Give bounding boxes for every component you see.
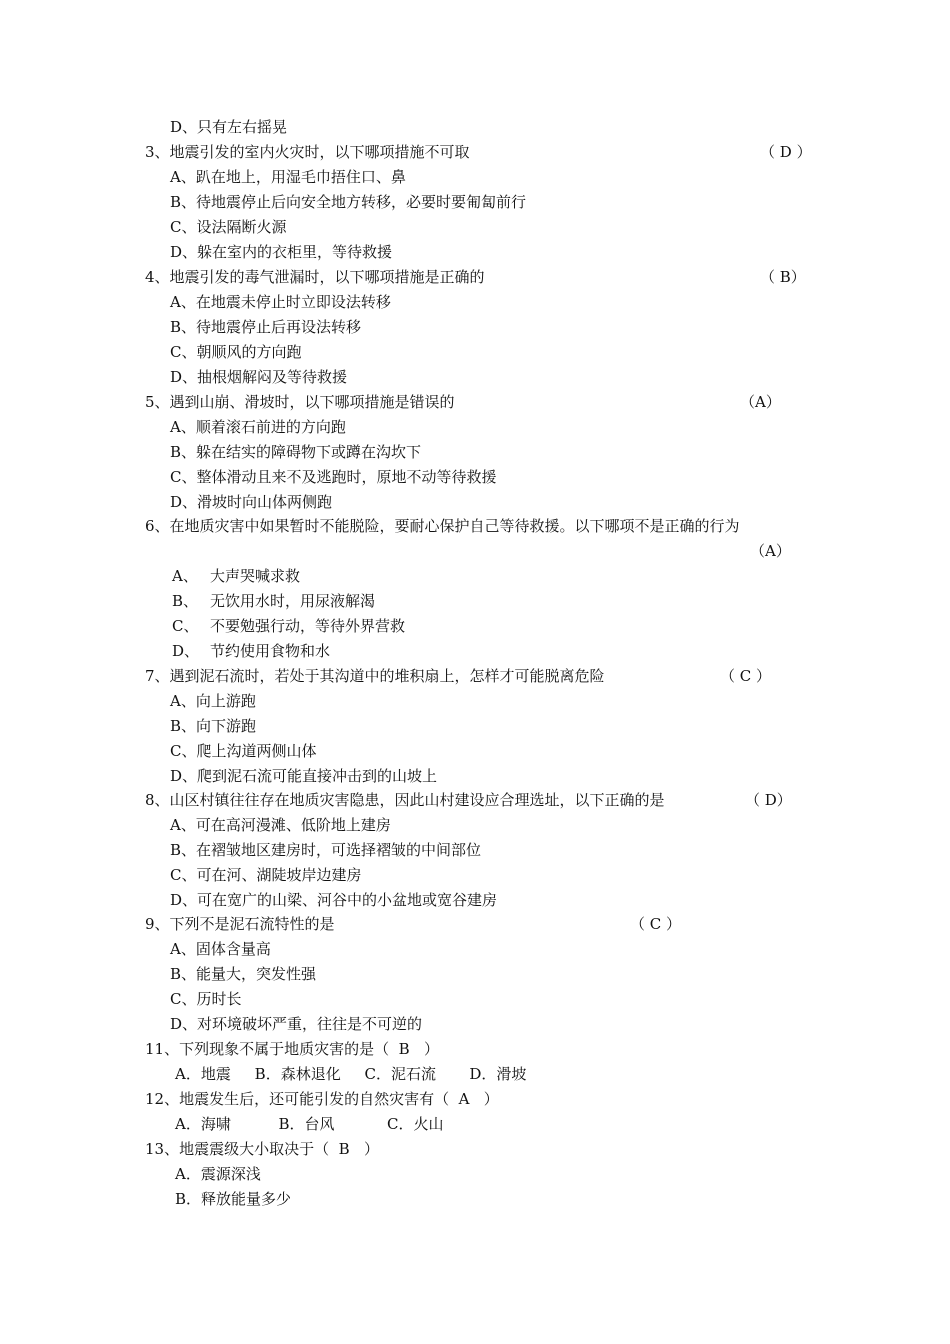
answer-mark: （ D ） — [760, 143, 812, 161]
answer-mark: （ C ） — [720, 667, 772, 685]
answer-mark: （A） — [750, 542, 791, 560]
question-line: 6、在地质灾害中如果暂时不能脱险，要耐心保护自己等待救援。以下哪项不是正确的行为 — [145, 517, 740, 535]
option-line: C、历时长 — [170, 990, 242, 1008]
option-line: A．震源深浅 — [175, 1165, 261, 1183]
option-line: D、只有左右摇晃 — [170, 118, 288, 136]
option-line: C、设法隔断火源 — [170, 218, 287, 236]
question-line: 3、地震引发的室内火灾时，以下哪项措施不可取 （ D ） — [0, 140, 950, 165]
question-line: 7、遇到泥石流时，若处于其沟道中的堆积扇上，怎样才可能脱离危险 （ C ） — [0, 664, 950, 689]
question-line: 8、山区村镇往往存在地质灾害隐患，因此山村建设应合理选址，以下正确的是 （ D） — [0, 788, 950, 813]
option-line: C、可在河、湖陡坡岸边建房 — [170, 866, 362, 884]
option-line: B、向下游跑 — [170, 717, 257, 735]
option-line: C、整体滑动且来不及逃跑时，原地不动等待救援 — [170, 468, 497, 486]
option-line: C、 不要勉强行动，等待外界营救 — [172, 617, 406, 635]
option-line: B．释放能量多少 — [175, 1190, 292, 1208]
question-line: 11、下列现象不属于地质灾害的是（ B ） — [145, 1040, 439, 1058]
option-line: A、固体含量高 — [170, 940, 271, 958]
option-line: A、向上游跑 — [170, 692, 256, 710]
option-line: D、可在宽广的山梁、河谷中的小盆地或宽谷建房 — [170, 891, 498, 909]
answer-line — [0, 539, 950, 564]
option-line: D、抽根烟解闷及等待救援 — [170, 368, 348, 386]
answer-mark: （ D） — [745, 791, 792, 809]
question-line: 12、地震发生后，还可能引发的自然灾害有（ A ） — [145, 1090, 499, 1108]
option-line: A、 大声哭喊求救 — [172, 567, 301, 585]
option-line: B、在褶皱地区建房时，可选择褶皱的中间部位 — [170, 841, 482, 859]
answer-mark: （ B） — [760, 268, 806, 286]
option-line: D、对环境破坏严重，往往是不可逆的 — [170, 1015, 423, 1033]
option-line: D、滑坡时向山体两侧跑 — [170, 493, 333, 511]
answer-mark: （ C ） — [630, 915, 682, 933]
option-line: D、爬到泥石流可能直接冲击到的山坡上 — [170, 767, 438, 785]
option-line: A、顺着滚石前进的方向跑 — [170, 418, 346, 436]
option-line: D、躲在室内的衣柜里，等待救援 — [170, 243, 393, 261]
answer-mark: （A） — [740, 393, 781, 411]
option-line: B、能量大，突发性强 — [170, 965, 317, 983]
option-line: C、朝顺风的方向跑 — [170, 343, 302, 361]
option-line: B、待地震停止后再设法转移 — [170, 318, 362, 336]
question-line: 9、下列不是泥石流特性的是 （ C ） — [0, 912, 950, 937]
option-line: A、在地震未停止时立即设法转移 — [170, 293, 391, 311]
question-line: 13、地震震级大小取决于（ B ） — [145, 1140, 379, 1158]
option-line: C、爬上沟道两侧山体 — [170, 742, 317, 760]
question-line: 5、遇到山崩、滑坡时，以下哪项措施是错误的 （A） — [0, 390, 950, 415]
question-line: 4、地震引发的毒气泄漏时，以下哪项措施是正确的 （ B） — [0, 265, 950, 290]
option-line: A．海啸 B．台风 C．火山 — [175, 1115, 444, 1133]
option-line: A．地震 B．森林退化 C．泥石流 D．滑坡 — [175, 1065, 527, 1083]
option-line: B、待地震停止后向安全地方转移，必要时要匍匐前行 — [170, 193, 527, 211]
option-line: D、 节约使用食物和水 — [172, 642, 331, 660]
option-line: B、 无饮用水时，用尿液解渴 — [172, 592, 376, 610]
option-line: B、躲在结实的障碍物下或蹲在沟坎下 — [170, 443, 422, 461]
option-line: A、可在高河漫滩、低阶地上建房 — [170, 816, 391, 834]
option-line: A、趴在地上，用湿毛巾捂住口、鼻 — [170, 168, 406, 186]
